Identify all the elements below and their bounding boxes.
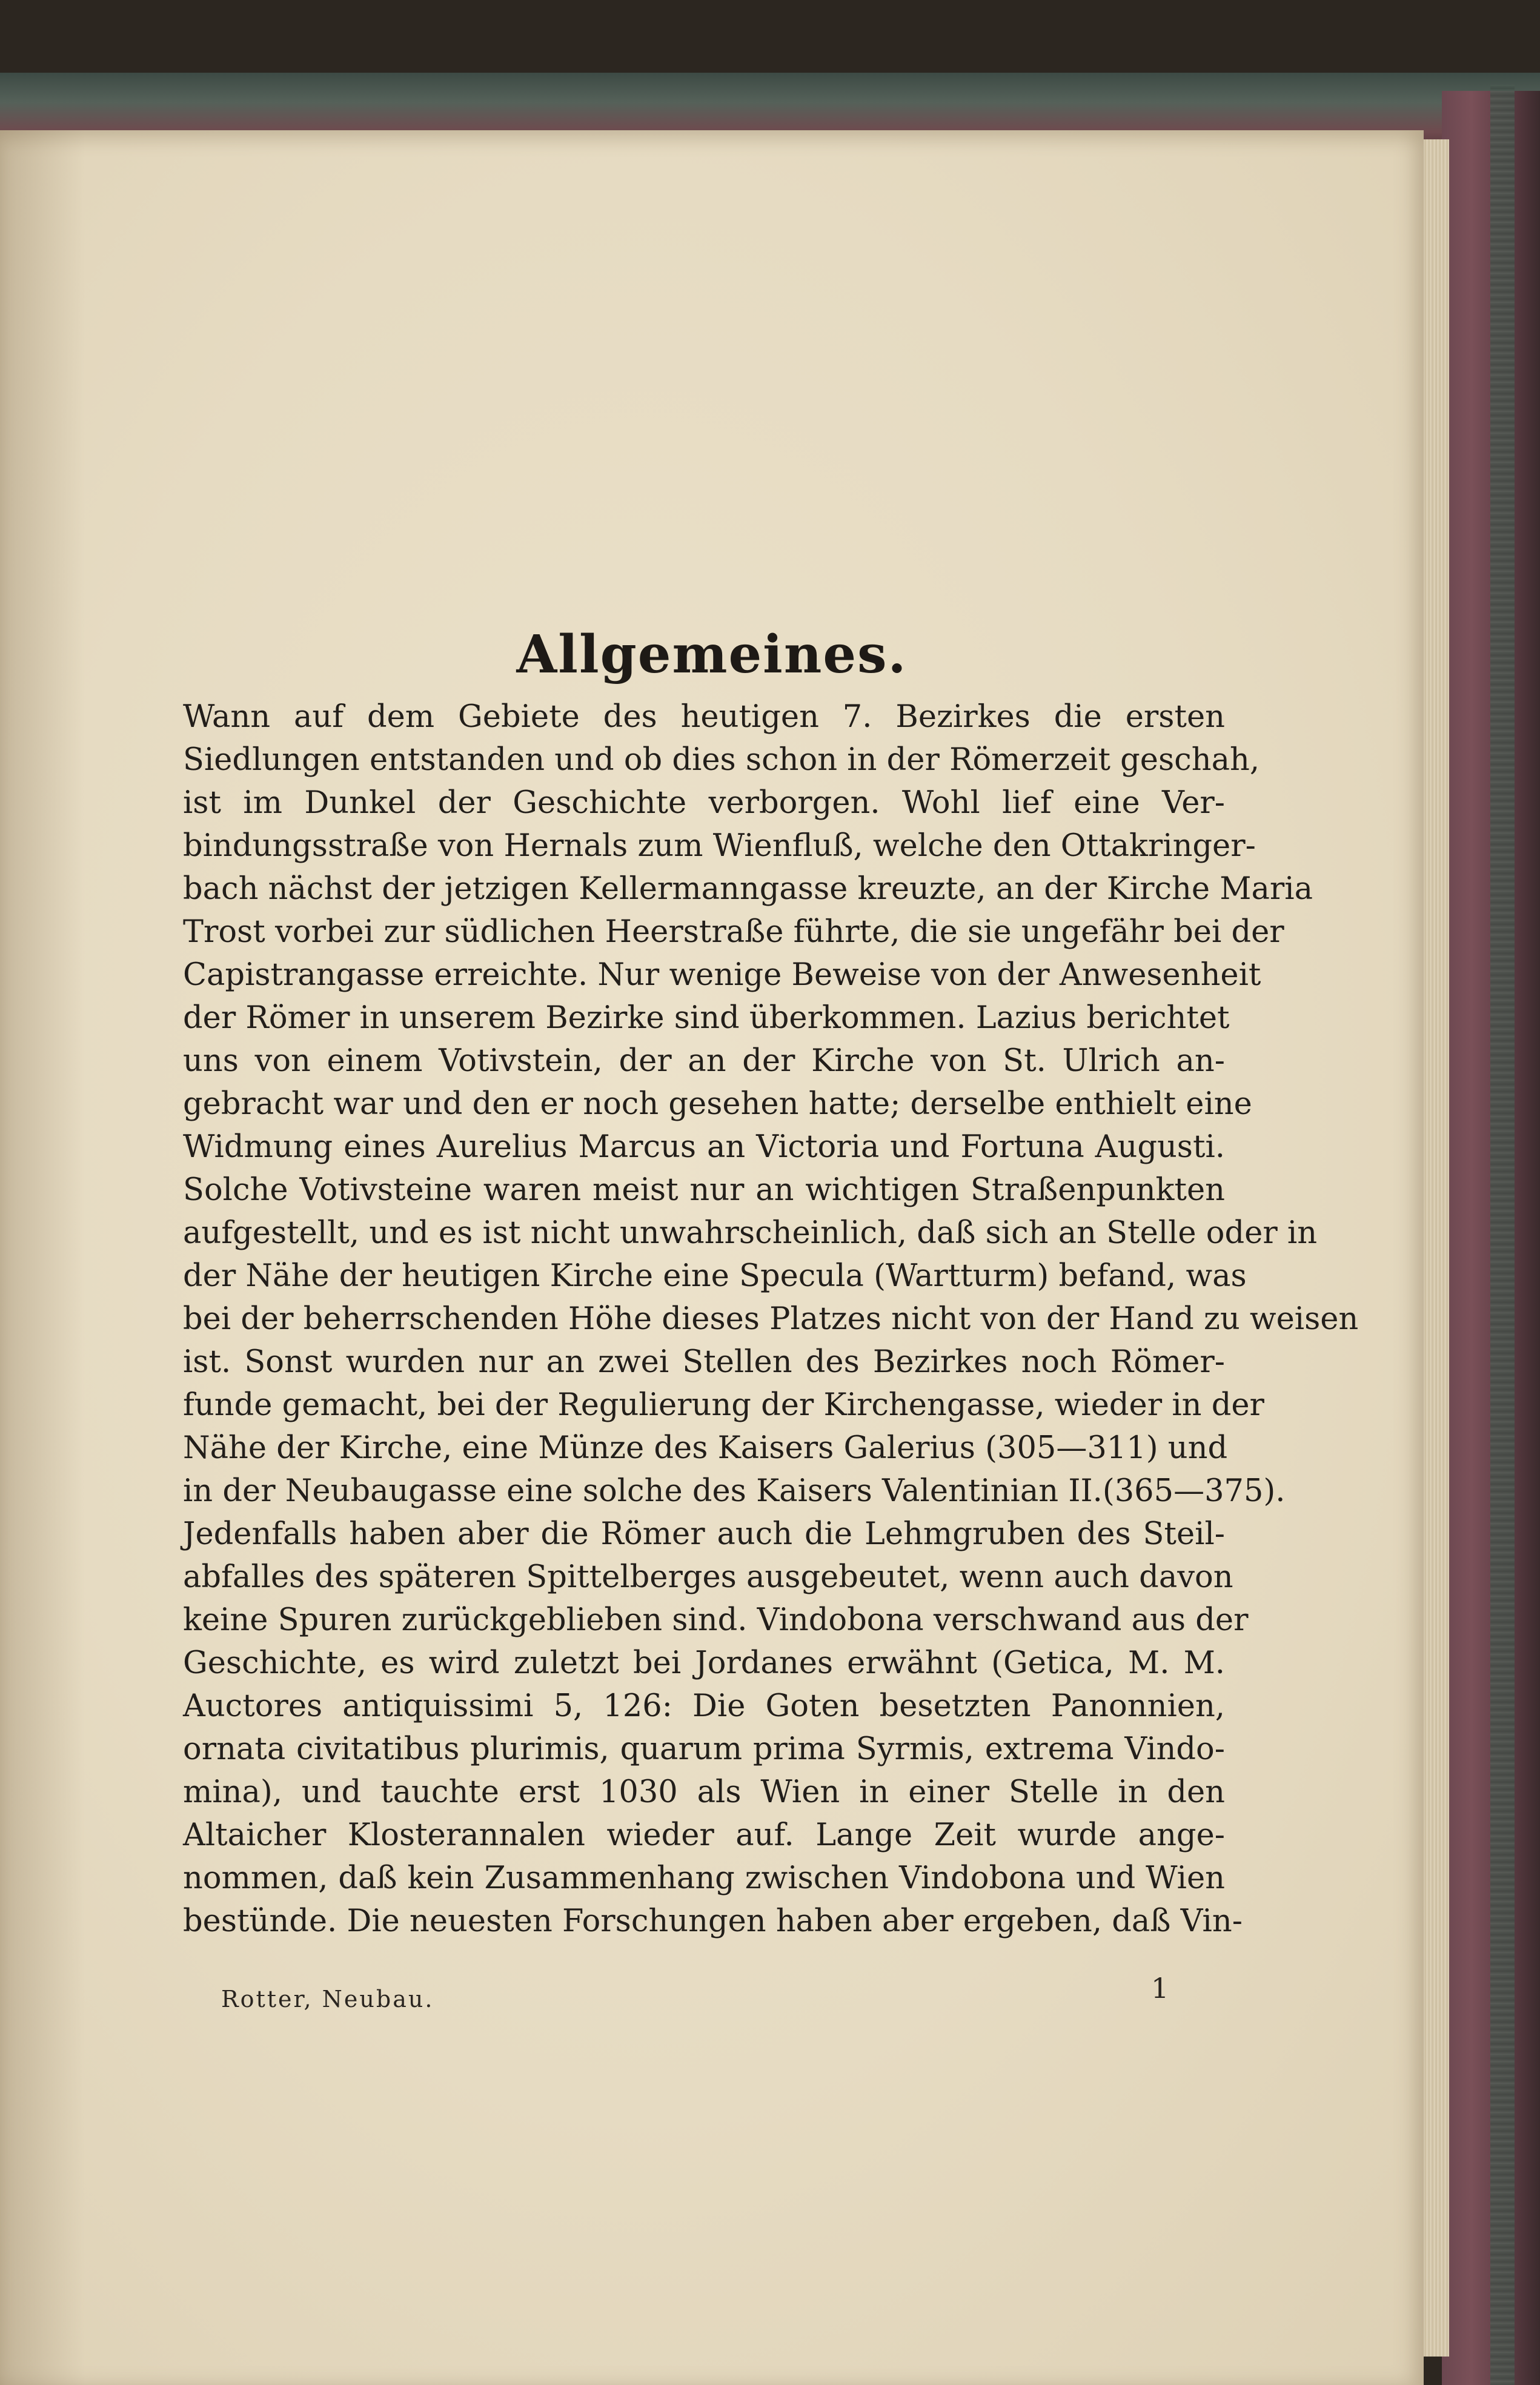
text-line: Widmung eines Aurelius Marcus an Victoria und Fortuna Augusti. [183,1129,1225,1165]
text-line: ornata civitatibus plurimis, quarum prima Syrmis, extrema Vindo- [183,1731,1225,1767]
footer-signature: Rotter, Neubau. [221,1986,434,2012]
text-line: Solche Votivsteine waren meist nur an wichtigen Straßenpunkten [183,1172,1225,1208]
page-number: 1 [1151,1972,1169,2005]
text-line: in der Neubaugasse eine solche des Kaisers Valentinian II.(365—375). [183,1473,1286,1509]
text-line: Wann auf dem Gebiete des heutigen 7. Bezirkes die ersten [183,699,1225,735]
text-line: mina), und tauchte erst 1030 als Wien in einer Stelle in den [183,1774,1225,1810]
body-text [183,695,1359,1943]
text-line: keine Spuren zurückgeblieben sind. Vindobona verschwand aus der [183,1602,1249,1638]
text-line: Trost vorbei zur südlichen Heerstraße führte, die sie ungefähr bei der [183,914,1284,950]
text-line: Geschichte, es wird zuletzt bei Jordanes erwähnt (Getica, M. M. [183,1645,1225,1681]
text-line: Altaicher Klosterannalen wieder auf. Lange Zeit wurde ange- [183,1817,1225,1853]
text-line: bestünde. Die neuesten Forschungen haben aber ergeben, daß Vin- [183,1903,1243,1939]
text-line: Capistrangasse erreichte. Nur wenige Beweise von der Anwesenheit [183,957,1261,993]
text-line: Jedenfalls haben aber die Römer auch die Lehmgruben des Steil- [183,1516,1225,1552]
gutter-shadow [0,130,85,2385]
text-line: der Römer in unserem Bezirke sind überkommen. Lazius berichtet [183,1000,1230,1036]
text-line: Nähe der Kirche, eine Münze des Kaisers Galerius (305—311) und [183,1430,1228,1466]
text-line: bindungsstraße von Hernals zum Wienfluß, welche den Ottakringer- [183,828,1256,864]
text-line: gebracht war und den er noch gesehen hatte; derselbe enthielt eine [183,1086,1252,1122]
book-binding [1490,85,1515,2385]
text-line: nommen, daß kein Zusammenhang zwischen Vindobona und Wien [183,1860,1225,1896]
text-line: der Nähe der heutigen Kirche eine Specula (Wartturm) befand, was [183,1258,1247,1294]
text-line: Auctores antiquissimi 5, 126: Die Goten besetzten Panonnien, [183,1688,1225,1724]
text-line: Siedlungen entstanden und ob dies schon in der Römerzeit geschah, [183,742,1260,778]
text-line: funde gemacht, bei der Regulierung der Kirchengasse, wieder in der [183,1387,1264,1423]
text-line: bach nächst der jetzigen Kellermanngasse kreuzte, an der Kirche Maria [183,871,1313,907]
text-line: uns von einem Votivstein, der an der Kirche von St. Ulrich an- [183,1043,1225,1079]
text-line: bei der beherrschenden Höhe dieses Platzes nicht von der Hand zu weisen [183,1301,1359,1337]
text-line: aufgestellt, und es ist nicht unwahrscheinlich, daß sich an Stelle oder in [183,1215,1318,1251]
text-line: ist im Dunkel der Geschichte verborgen. Wohl lief eine Ver- [183,785,1225,821]
text-line: abfalles des späteren Spittelberges ausgebeutet, wenn auch davon [183,1559,1233,1595]
text-line: ist. Sonst wurden nur an zwei Stellen des Bezirkes noch Römer- [183,1344,1225,1380]
page-heading: Allgemeines. [516,624,908,685]
